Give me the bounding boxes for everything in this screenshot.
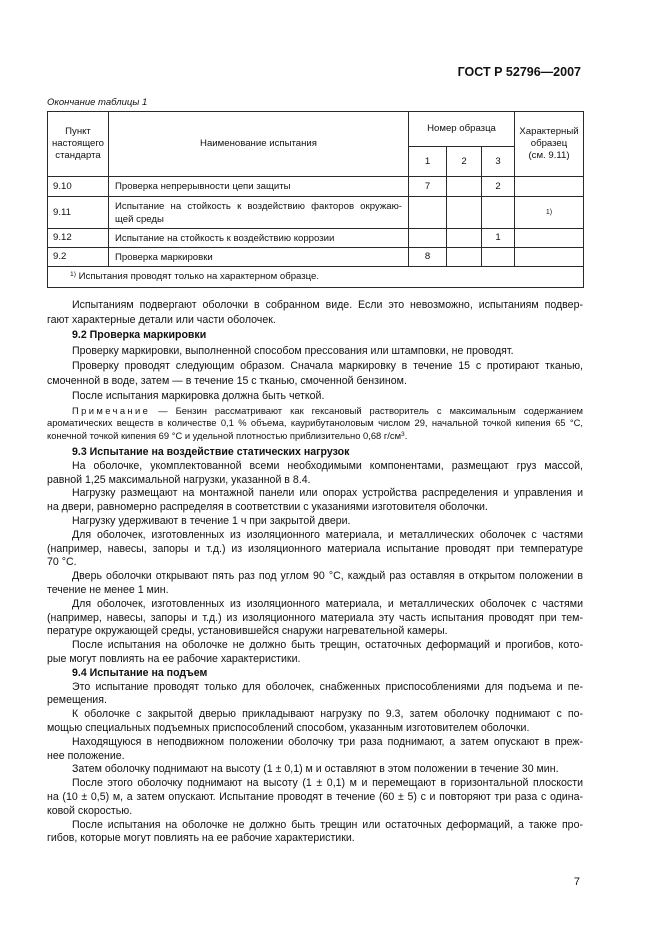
paragraph-line: После испытания маркировка должна быть четкой. [72,390,325,403]
cell-typical-sample [515,248,584,267]
table-row [48,197,584,229]
paragraph-line: гают характерные детали или части оболочек. [47,314,276,327]
paragraph-line: (например, навесы, запоры и т.д.) из изоляционного материала испытание проводят при температуре [47,542,583,555]
paragraph-line: Дверь оболочки открывают пять раз под углом 90 °С, каждый раз оставляя в открытом положении в [72,570,583,583]
cell-sample-3 [482,248,515,267]
paragraph-line: рые могут повлиять на ее рабочие характеристики. [47,652,301,665]
header-clause-line: стандарта [55,150,101,161]
cell-test-name [109,177,409,197]
header-sample-1: 1 [409,147,447,177]
paragraph-line: Для оболочек, изготовленных из изоляционного материала, и металлических оболочек с частями [72,597,583,610]
cell-sample-2 [447,248,482,267]
paragraph-line: (например, навесы, запоры и т.д.) из изоляционного материала эту часть испытания проводят при тем- [47,611,583,624]
cell-sample-1 [409,229,447,248]
footnote-text: Испытания проводят только на характерном образце. [78,271,320,282]
cell-test-name-line: щей среды [115,213,164,225]
table-row [48,248,584,267]
footnote-reference: 1) [545,209,553,216]
paragraph-line: Это испытание проводят только для оболочек, снабженных приспособлениями для подъема и пе- [72,680,583,693]
paragraph-line: пературе окружающей среды, установившейся снаружи нагревательной камеры. [47,625,448,638]
paragraph-line: на двери, равномерно распределяя в соответствии с указаниями изготовителя оболочки. [47,501,488,514]
header-typical-sample [515,112,584,177]
cell-test-name-line: Проверка маркировки [115,251,213,263]
paragraph-line: Испытаниям подвергают оболочки в собранном виде. Если это невозможно, испытаниям подвер- [72,299,583,311]
paragraph-line: ремещения. [47,694,107,707]
paragraph-line: Затем оболочку поднимают на высоту (1 ± 0,1) м и оставляют в этом положении в течение 30 мин. [72,763,559,776]
cell-sample-3: 2 [482,177,515,197]
section-heading-9-2: 9.2 Проверка маркировки [72,329,207,342]
cell-sample-2 [447,197,482,229]
paragraph-line: Для оболочек, изготовленных из изоляционного материала, и металлических оболочек с частями [72,528,583,541]
cell-sample-3: 1 [482,229,515,248]
paragraph-line: К оболочке с закрытой дверью прикладывают нагрузку по 9.3, затем оболочку поднимают с по- [72,708,583,721]
paragraph-line: нее положение. [47,749,125,762]
cell-typical-sample [515,229,584,248]
cell-sample-2 [447,177,482,197]
paragraph-line: на (10 ± 0,5) м, а затем опускают. Испытание проводят в течение (60 ± 5) с и повторяют три раза с одина- [47,790,583,803]
paragraph-line: Нагрузку удерживают в течение 1 ч при закрытой двери. [72,514,351,527]
paragraph-line: Находящуюся в неподвижном положении оболочку три раза поднимают, а затем опускают в преж- [72,735,583,748]
footnote-mark: 1) [70,270,76,278]
paragraph-line: смоченной в воде, затем — в течение 15 с тканью, смоченной бензином. [47,375,407,388]
cell-test-name [109,197,409,229]
cell-test-name-line: Испытание на стойкость к воздействию факторов окружаю- [115,200,402,212]
page-number: 7 [573,876,580,888]
note-line [47,430,583,442]
sections-9-3-9-4-block [47,446,583,846]
note-end: . [404,429,408,441]
header-sample-number: Номер образца [409,112,515,147]
header-clause-line: настоящего [52,138,104,149]
note-block [47,405,583,442]
cell-typical-sample [515,197,584,229]
header-test-name: Наименование испытания [109,112,409,177]
cell-clause: 9.10 [48,177,109,197]
cell-test-name [109,248,409,267]
header-sample-2: 2 [447,147,482,177]
paragraph-line: равной 1,25 максимальной нагрузки, указанной в 8.4. [47,473,311,486]
header-typical-line: Характерный [519,126,579,137]
cell-clause: 9.2 [48,248,109,267]
cell-test-name [109,229,409,248]
header-clause [48,112,109,177]
table-footnote [48,267,584,288]
paragraph-line: 70 °С. [47,556,77,569]
paragraph-line: После испытания на оболочке не должно быть трещин или остаточных деформаций, а также про- [72,818,583,831]
note-label: Примечание [72,405,151,416]
paragraph-line: гибов, которые могут повлиять на ее рабочие характеристики. [47,832,355,845]
test-table [47,111,584,288]
cell-typical-sample [515,177,584,197]
paragraph-line: мощью специальных подъемных приспособлений способом, указанным изготовителем оболочки. [47,721,530,734]
note-line [47,405,583,417]
section-9-2-block [47,298,583,404]
cell-sample-1 [409,197,447,229]
cell-test-name-line: Проверка непрерывности цепи защиты [115,181,291,192]
cell-sample-2 [447,229,482,248]
note-text: — Бензин рассматривают как гексановый растворитель с максимальным содержанием [158,405,584,416]
paragraph-line: Проверку проводят следующим образом. Сначала маркировку в течение 15 с протирают тканью, [72,359,583,372]
cell-clause: 9.11 [48,197,109,229]
paragraph-line: На оболочке, укомплектованной всеми необходимыми компонентами, размещают груз массой, [72,459,583,472]
section-heading-9-4: 9.4 Испытание на подъем [72,666,208,679]
cell-clause: 9.12 [48,229,109,248]
header-typical-line: образец [530,138,568,149]
unit-exponent: 3 [401,430,405,438]
table-footnote-row [48,267,584,288]
paragraph-line: течение не менее 1 мин. [47,583,169,596]
paragraph-line: ковой скоростью. [47,804,133,817]
note-text: конечной точкой кипения 69 °С и удельной плотностью приблизительно 0,68 г/см [47,429,402,441]
table-row [48,177,584,197]
note-line: ароматических веществ в количестве 0,1 % объема, каурибутаноловым числом 29, начальной точкой кипения 65 °С, [47,417,583,429]
header-typical-line: (см. 9.11) [528,150,570,161]
header-sample-3: 3 [482,147,515,177]
paragraph-line: После испытания на оболочке не должно быть трещин, остаточных деформаций и прогибов, кото- [72,639,583,652]
cell-sample-3 [482,197,515,229]
table-header-row [48,112,584,147]
cell-sample-1: 7 [409,177,447,197]
table-row [48,229,584,248]
header-clause-line: Пункт [65,126,91,137]
table-caption: Окончание таблицы 1 [47,97,148,108]
paragraph-line: Проверку маркировки, выполненной способом прессования или штамповки, не проводят. [72,344,514,357]
cell-sample-1: 8 [409,248,447,267]
paragraph-line: Нагрузку размещают на монтажной панели или опорах устройства распределения и управления и [72,487,583,500]
cell-test-name-line: Испытание на стойкость к воздействию коррозии [115,232,335,244]
standard-code: ГОСТ Р 52796—2007 [457,65,581,79]
paragraph-line: После этого оболочку поднимают на высоту (1 ± 0,1) м и перемещают в горизонтальной плоскости [72,777,583,790]
section-heading-9-3: 9.3 Испытание на воздействие статических нагрузок [72,446,350,458]
